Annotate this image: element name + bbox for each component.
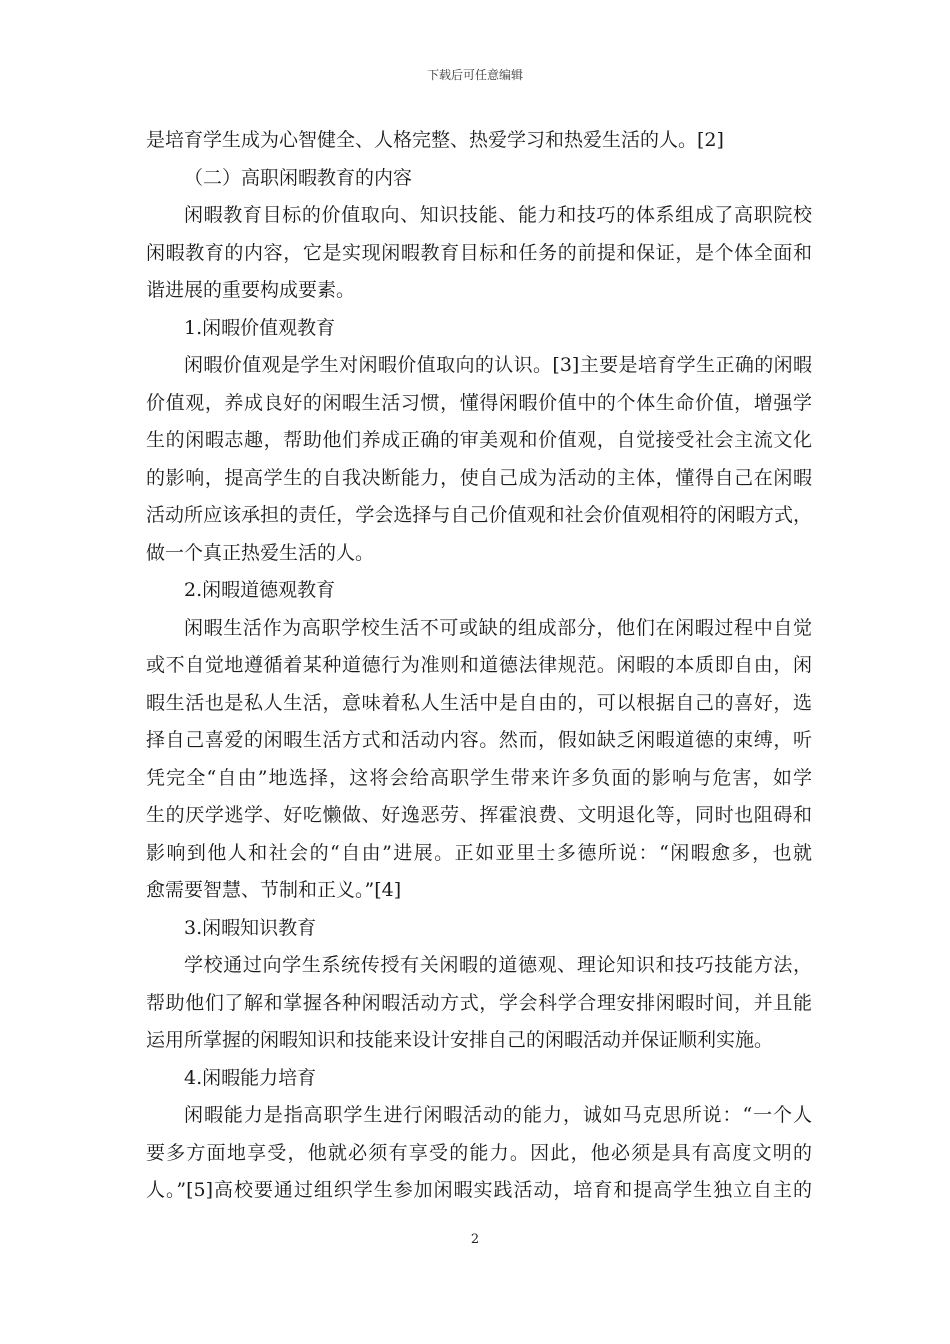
subsection-heading: 4.闲暇能力培育 <box>184 1066 317 1089</box>
paragraph-line: 愈需要智慧、节制和正义。”[4] <box>146 879 402 901</box>
page-number: 2 <box>470 1232 480 1247</box>
paragraph-line: 是培育学生成为心智健全、人格完整、热爱学习和热爱生活的人。[2] <box>146 129 724 151</box>
subsection-heading: 1.闲暇价值观教育 <box>184 316 336 339</box>
paragraph-line: 生的厌学逃学、好吃懒做、好逸恶劳、挥霍浪费、文明退化等，同时也阻碍和 <box>146 804 812 826</box>
paragraph-line: 运用所掌握的闲暇知识和技能来设计安排自己的闲暇活动并保证顺利实施。 <box>146 1029 774 1051</box>
paragraph-line: 暇生活也是私人生活，意味着私人生活中是自由的，可以根据自己的喜好，选 <box>146 691 812 714</box>
paragraph-line: 价值观，养成良好的闲暇生活习惯，懂得闲暇价值中的个体生命价值，增强学 <box>146 391 812 414</box>
paragraph-line: 要多方面地享受，他就必须有享受的能力。因此，他必须是具有高度文明的 <box>146 1141 812 1164</box>
paragraph-line: 的影响，提高学生的自我决断能力，使自己成为活动的主体，懂得自己在闲暇 <box>146 466 812 489</box>
paragraph-line: 闲暇教育的内容，它是实现闲暇教育目标和任务的前提和保证，是个体全面和 <box>146 241 812 264</box>
document-body <box>146 122 812 1210</box>
paragraph-line: 闲暇价值观是学生对闲暇价值取向的认识。[3]主要是培育学生正确的闲暇 <box>184 354 812 376</box>
section-heading: （二）高职闲暇教育的内容 <box>184 166 413 189</box>
paragraph-line: 闲暇生活作为高职学校生活不可或缺的组成部分，他们在闲暇过程中自觉 <box>184 616 812 639</box>
paragraph-line: 择自己喜爱的闲暇生活方式和活动内容。然而，假如缺乏闲暇道德的束缚，听 <box>146 729 812 751</box>
subsection-heading: 2.闲暇道德观教育 <box>184 579 336 601</box>
paragraph-line: 或不自觉地遵循着某种道德行为准则和道德法律规范。闲暇的本质即自由，闲 <box>146 654 812 676</box>
paragraph-line: 凭完全“自由”地选择，这将会给高职学生带来许多负面的影响与危害，如学 <box>146 766 812 789</box>
paragraph-line: 闲暇教育目标的价值取向、知识技能、能力和技巧的体系组成了高职院校 <box>184 204 812 226</box>
paragraph-line: 做一个真正热爱生活的人。 <box>146 541 375 564</box>
paragraph-line: 帮助他们了解和掌握各种闲暇活动方式，学会科学合理安排闲暇时间，并且能 <box>146 991 812 1014</box>
paragraph-line: 谐进展的重要构成要素。 <box>146 279 356 301</box>
subsection-heading: 3.闲暇知识教育 <box>184 916 317 939</box>
paragraph-line: 闲暇能力是指高职学生进行闲暇活动的能力，诚如马克思所说：“一个人 <box>184 1104 812 1126</box>
paragraph-line: 学校通过向学生系统传授有关闲暇的道德观、理论知识和技巧技能方法， <box>184 954 812 976</box>
paragraph-line: 活动所应该承担的责任，学会选择与自己价值观和社会价值观相符的闲暇方式， <box>146 504 812 526</box>
paragraph-line: 影响到他人和社会的“自由”进展。正如亚里士多德所说：“闲暇愈多，也就 <box>146 841 812 864</box>
page-header: 下载后可任意编辑 <box>426 68 523 82</box>
paragraph-line: 人。”[5]高校要通过组织学生参加闲暇实践活动，培育和提高学生独立自主的 <box>146 1179 812 1201</box>
paragraph-line: 生的闲暇志趣，帮助他们养成正确的审美观和价值观，自觉接受社会主流文化 <box>146 429 812 451</box>
